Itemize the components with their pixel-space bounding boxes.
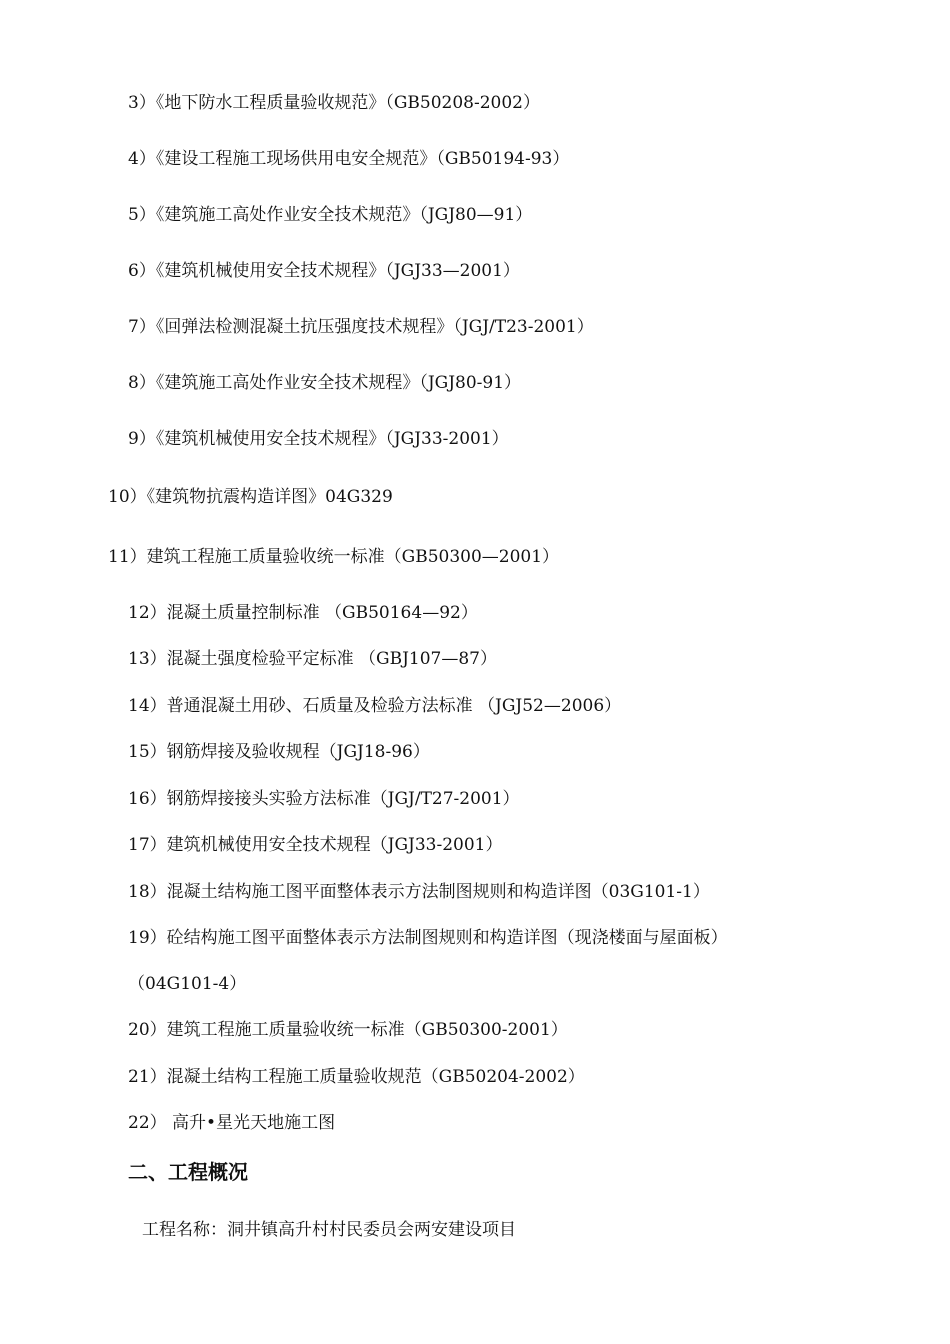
standard-item-3: 3）《地下防水工程质量验收规范》（GB50208-2002） xyxy=(128,93,540,113)
standard-item-14: 14）普通混凝土用砂、石质量及检验方法标准 （JGJ52—2006） xyxy=(128,696,622,716)
standard-item-15: 15）钢筋焊接及验收规程（JGJ18-96） xyxy=(128,742,430,762)
standard-item-4: 4）《建设工程施工现场供用电安全规范》（GB50194-93） xyxy=(128,149,570,169)
standard-item-17: 17）建筑机械使用安全技术规程（JGJ33-2001） xyxy=(128,835,503,855)
standard-item-22: 22） 高升•星光天地施工图 xyxy=(128,1113,336,1133)
project-name-line: 工程名称：洞井镇高升村村民委员会两安建设项目 xyxy=(142,1220,516,1240)
standard-item-5: 5）《建筑施工高处作业安全技术规范》（JGJ80—91） xyxy=(128,205,533,225)
standard-item-12: 12）混凝土质量控制标准 （GB50164—92） xyxy=(128,603,478,623)
standard-item-11: 11）建筑工程施工质量验收统一标准（GB50300—2001） xyxy=(108,547,560,567)
standard-item-19: 19）砼结构施工图平面整体表示方法制图规则和构造详图（现浇楼面与屋面板） xyxy=(128,928,728,948)
standard-item-20: 20）建筑工程施工质量验收统一标准（GB50300-2001） xyxy=(128,1020,568,1040)
standard-item-6: 6）《建筑机械使用安全技术规程》（JGJ33—2001） xyxy=(128,261,520,281)
standard-item-10: 10）《建筑物抗震构造详图》04G329 xyxy=(108,487,393,507)
standard-item-9: 9）《建筑机械使用安全技术规程》（JGJ33-2001） xyxy=(128,429,509,449)
standard-item-18: 18）混凝土结构施工图平面整体表示方法制图规则和构造详图（03G101-1） xyxy=(128,882,710,902)
standard-item-7: 7）《回弹法检测混凝土抗压强度技术规程》（JGJ/T23-2001） xyxy=(128,317,594,337)
standard-item-21: 21）混凝土结构工程施工质量验收规范（GB50204-2002） xyxy=(128,1067,585,1087)
standard-item-19-continuation: （04G101-4） xyxy=(128,974,247,994)
standard-item-16: 16）钢筋焊接接头实验方法标准（JGJ/T27-2001） xyxy=(128,789,520,809)
standard-item-8: 8）《建筑施工高处作业安全技术规程》（JGJ80-91） xyxy=(128,373,522,393)
section-heading: 二、工程概况 xyxy=(128,1160,248,1184)
standard-item-13: 13）混凝土强度检验平定标准 （GBJ107—87） xyxy=(128,649,498,669)
